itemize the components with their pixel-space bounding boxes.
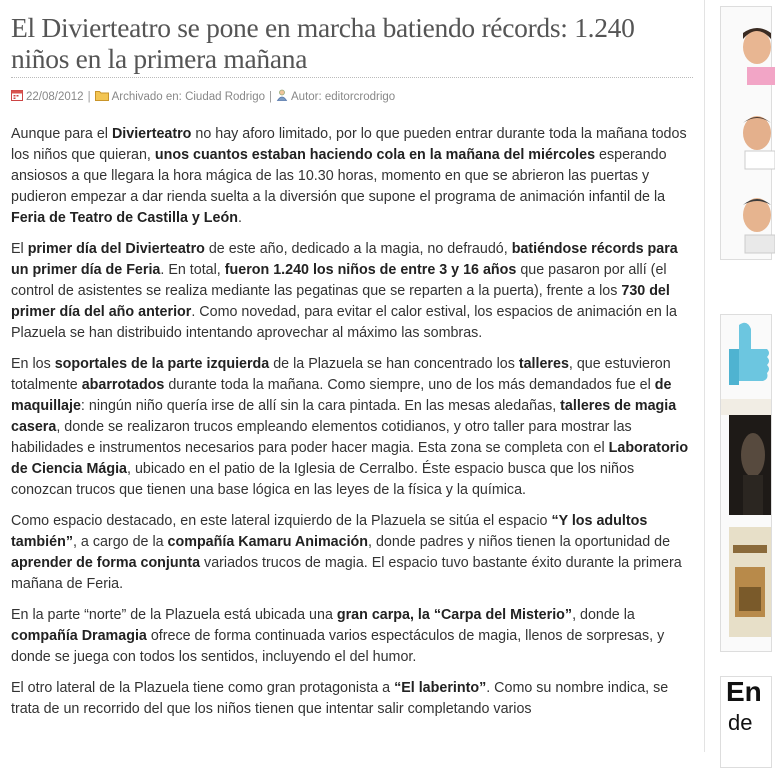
post-date: 22/08/2012	[26, 90, 84, 103]
bold-text: soportales de la parte izquierda	[54, 356, 270, 372]
text-run: , que estuvieron totalmente	[11, 356, 671, 393]
bold-text: compañía Kamaru Animación	[167, 534, 369, 550]
text-run: En la parte “norte” de la Plazuela está ubicada una	[11, 607, 337, 623]
text-run: , donde la	[572, 607, 635, 623]
text-run: durante toda la mañana. Como siempre, uno de los más demandados fue el	[164, 377, 655, 393]
article-paragraph	[11, 678, 693, 720]
bold-text: Feria de Teatro de Castilla y León	[11, 210, 238, 226]
text-run: El	[11, 241, 28, 257]
banner-panel	[720, 314, 772, 652]
article-meta	[11, 89, 693, 104]
author-avatar[interactable]	[735, 105, 775, 169]
text-run: . Como novedad, para evitar el calor estival, los espacios de animación en la Plazuela se han distribuido intentando aprovechar al máximo las sombras.	[11, 304, 677, 341]
bold-text: aprender de forma conjunta	[11, 555, 201, 571]
sidebar-divider	[704, 0, 705, 752]
text-run: Como espacio destacado, en este lateral izquierdo de la Plazuela se sitúa el espacio	[11, 513, 552, 529]
text-run: , donde padres y niños tienen la oportunidad de	[368, 534, 671, 550]
authors-panel	[720, 6, 772, 260]
bold-text: primer día del Divierteatro	[27, 241, 205, 257]
article-paragraph	[11, 239, 693, 344]
article-paragraph	[11, 124, 693, 229]
text-run: que pasaron por allí (el control de asistentes se realiza mediante las pegatinas que se reparten a la puerta), frente a los	[11, 262, 667, 299]
text-run: no hay aforo limitado, por lo que pueden entrar durante toda la mañana todos los niños que quieran,	[11, 126, 687, 163]
bold-text: unos cuantos estaban haciendo cola en la mañana del miércoles	[154, 147, 596, 163]
book-cover-image[interactable]	[729, 527, 771, 637]
meta-separator: |	[87, 90, 91, 103]
banner-strip	[721, 399, 771, 415]
text-run: ofrece de forma continuada varios espectáculos de magia, llenos de sorpresas, y donde se juega con todos los sentidos, incluyendo el del humor.	[11, 628, 665, 665]
article-body	[11, 124, 693, 720]
bold-text: Divierteatro	[111, 126, 192, 142]
bold-text: compañía Dramagia	[11, 628, 147, 644]
folder-icon	[95, 89, 109, 104]
poster-image[interactable]	[729, 415, 771, 515]
calendar-icon	[11, 89, 23, 104]
bold-text: gran carpa, la “Carpa del Misterio”	[336, 607, 573, 623]
bold-text: “El laberinto”	[394, 680, 487, 696]
bold-text: Laboratorio de Ciencia Mágia	[11, 440, 689, 477]
article-paragraph	[11, 605, 693, 668]
bold-text: 730 del primer día del año anterior	[11, 283, 670, 320]
author-avatar[interactable]	[735, 21, 775, 85]
text-run: , ubicado en el patio de la Iglesia de Cerralbo. Éste espacio busca que los niños conozcan trucos que tienen una base lógica en las leyes de la física y la química.	[11, 461, 635, 498]
meta-separator: |	[269, 90, 272, 103]
user-icon	[276, 89, 288, 104]
bold-text: talleres	[518, 356, 569, 372]
archive-link[interactable]: Archivado en: Ciudad Rodrigo	[111, 90, 265, 103]
thumbs-up-icon	[729, 319, 771, 389]
bold-text: fueron 1.240 los niños de entre 3 y 16 años	[224, 262, 517, 278]
article-title: El Divierteatro se pone en marcha batiendo récords: 1.240 niños en la primera mañana	[11, 12, 693, 78]
text-run: variados trucos de magia. El espacio tuvo bastante éxito durante la primera mañana de Feria.	[11, 555, 682, 592]
text-run: de la Plazuela se han concentrado los	[269, 356, 519, 372]
ad-subtitle: de	[728, 710, 753, 735]
bold-text: de maquillaje	[11, 377, 672, 414]
text-run: de este año, dedicado a la magia, no defraudó,	[204, 241, 512, 257]
text-run: Aunque para el	[11, 126, 112, 142]
author-avatar[interactable]	[735, 189, 775, 253]
text-run: esperando ansiosos a que llegara la hora mágica de las 10.30 horas, momento en que se abrieron las puertas y pudieron empezar a dar rienda suelta a la diversión que supone el programa de animación infantil de la	[11, 147, 667, 205]
text-run: : ningún niño quería irse de allí sin la cara pintada. En las mesas aledañas,	[80, 398, 561, 414]
ad-title: En	[726, 676, 762, 707]
bold-text: “Y los adultos también”	[11, 513, 648, 550]
text-run: .	[237, 210, 242, 226]
bold-text: abarrotados	[81, 377, 165, 393]
article-paragraph	[11, 354, 693, 501]
text-run: . Como su nombre indica, se trata de un recorrido del que los niños tienen que intentar salir completando varios	[11, 680, 669, 717]
author-link[interactable]: Autor: editorcrodrigo	[291, 90, 396, 103]
article	[11, 12, 693, 730]
text-run: En los	[11, 356, 55, 372]
text-run: , a cargo de la	[72, 534, 168, 550]
text-run: . En total,	[160, 262, 225, 278]
bold-text: batiéndose récords para un primer día de Feria	[11, 241, 678, 278]
text-run: , donde se realizaron trucos empleando elementos cotidianos, y otro taller para mostrar las habilidades e instrumentos necesarios para poder hacer magia. Esta zona se completa con el	[11, 419, 632, 456]
text-run: El otro lateral de la Plazuela tiene como gran protagonista a	[11, 680, 395, 696]
article-paragraph	[11, 511, 693, 595]
bold-text: talleres de magia casera	[11, 398, 677, 435]
